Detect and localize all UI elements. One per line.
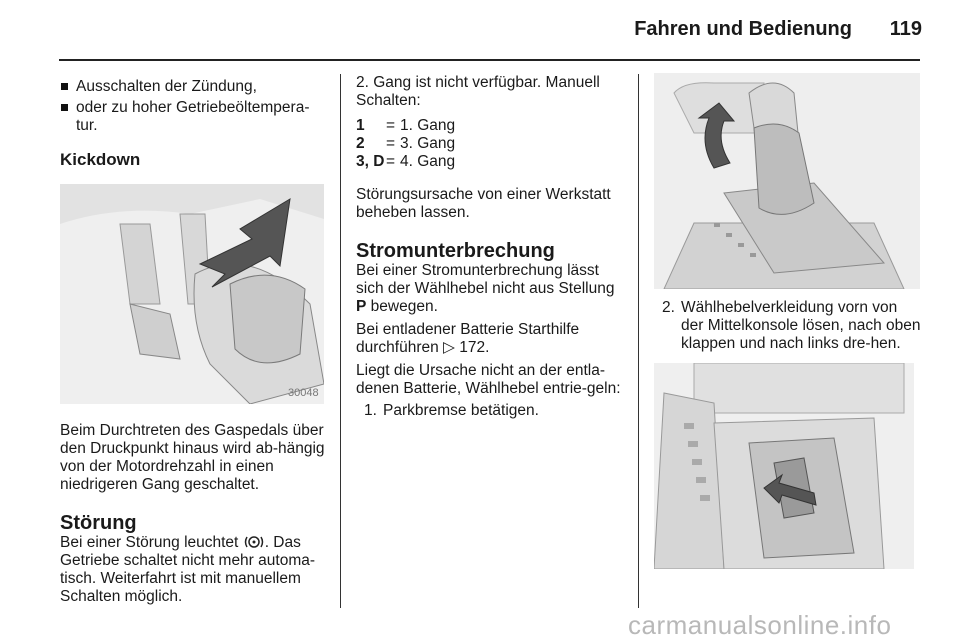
column-left [60,74,328,606]
list-item [356,402,628,420]
list-item-text: Ausschalten der Zündung, [76,78,257,95]
condition-list [60,78,328,135]
gear-key: 3, D [356,153,385,170]
column-divider [340,74,341,608]
gear-value: 3. Gang [400,135,456,152]
column-right [654,74,922,569]
list-item [60,99,328,135]
gear-eq: = [386,153,396,170]
jump-start-text [356,321,628,357]
watermark: carmanualsonline.info [628,610,892,640]
selector-position-p: P [356,298,367,315]
step-text: Parkbremse betätigen. [383,402,539,419]
workshop-text: Störungsursache von einer Werkstatt beheben lassen. [356,186,611,221]
page-header-title: Fahren und Bedienung [634,18,852,40]
step-text: Wählhebelverkleidung vorn von der Mittelkonsole lösen, nach oben klappen und nach links dre-hen. [681,299,921,352]
list-item [654,299,922,353]
list-item-text: oder zu hoher Getriebeöltempera-tur. [76,99,310,134]
kickdown-pedal-illustration [60,184,324,404]
gear-eq: = [386,135,396,152]
page-reference[interactable]: 172 [459,339,486,356]
column-middle [356,74,628,420]
jump-start-text-part: . [485,339,490,356]
column-divider [638,74,639,608]
gearbox-warning-icon [243,535,265,549]
stoerung-text-part: . Das Getriebe schaltet nicht mehr automa-tisch. Weiterfahrt ist mit manuellem Schalten möglich. [60,534,316,605]
list-item [60,78,328,96]
unlock-steps-continued [654,299,922,353]
unlock-intro-text: Liegt die Ursache nicht an der entla-denen Batterie, Wählhebel entrie-geln: [356,362,621,397]
power-failure-text-part: Bei einer Stromunterbrechung lässt sich der Wählhebel nicht aus Stellung [356,262,615,297]
kickdown-text: Beim Durchtreten des Gaspedals über den Druckpunkt hinaus wird ab-hängig von der Motordrehzahl in einen niedrigeren Gang geschaltet. [60,422,325,493]
stromunterbrechung-heading: Stromunterbrechung [356,240,555,262]
step-number: 2. [662,299,675,316]
selector-lever-illustration [654,73,920,289]
jump-start-text-part: Bei entladener Batterie Starthilfe durchführen [356,321,580,356]
power-failure-text-part: bewegen. [366,298,438,315]
manual-shift-intro: 2. Gang ist nicht verfügbar. Manuell Schalten: [356,74,600,109]
gear-key: 1 [356,117,365,134]
gear-key: 2 [356,135,365,152]
bullet-square-icon [61,104,68,111]
step-number: 1. [364,402,377,419]
page-reference-arrow-icon: ▷ [443,339,455,356]
stoerung-text [60,534,328,606]
stoerung-heading: Störung [60,512,137,534]
power-failure-text [356,262,628,316]
gear-eq: = [386,117,396,134]
header-divider [59,59,920,61]
unlock-steps [356,402,628,420]
kickdown-heading: Kickdown [60,150,141,169]
figure-code: 30048 [288,387,319,399]
page-number: 119 [889,18,922,40]
gear-value: 4. Gang [400,153,456,170]
gear-value: 1. Gang [400,117,456,134]
bullet-square-icon [61,83,68,90]
stoerung-text-part: Bei einer Störung leuchtet [60,534,239,551]
gear-mapping-table [356,117,628,171]
console-trim-illustration [654,363,914,569]
